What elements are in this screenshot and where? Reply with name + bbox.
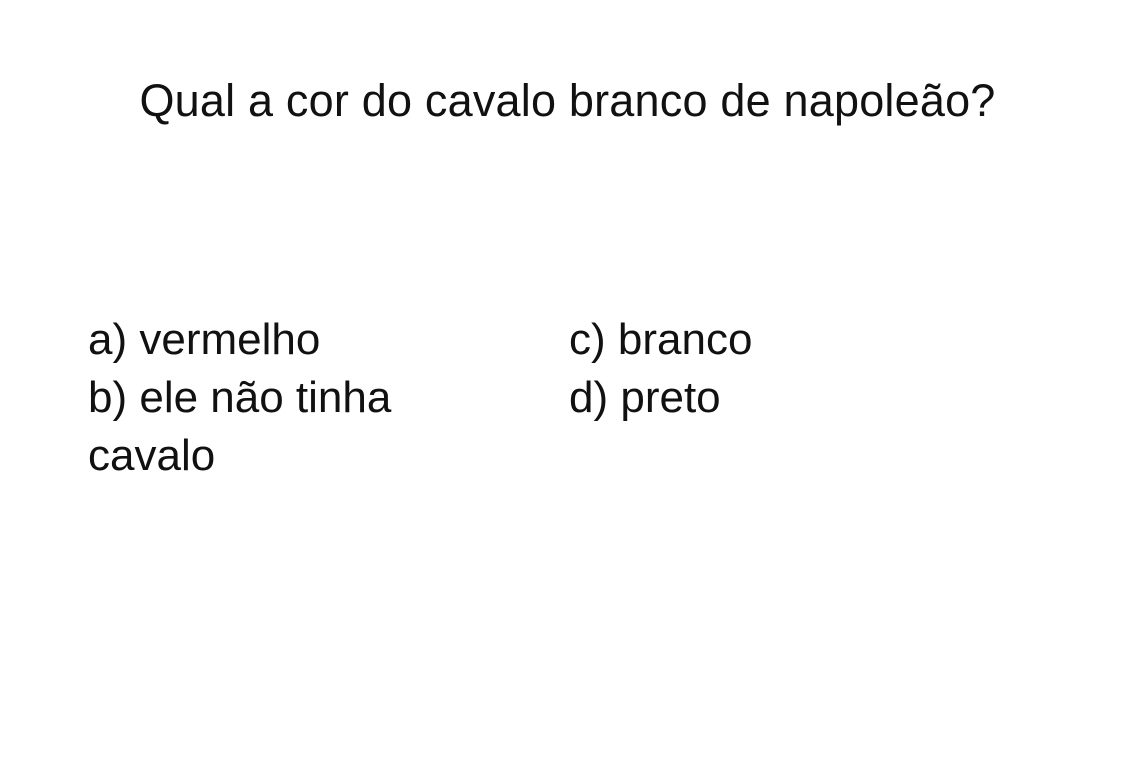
question-text: Qual a cor do cavalo branco de napoleão? bbox=[139, 75, 996, 126]
answer-options bbox=[88, 311, 1048, 511]
option-b[interactable]: b) ele não tinha cavalo bbox=[88, 373, 392, 480]
options-column-right bbox=[569, 311, 1009, 427]
option-d[interactable]: d) preto bbox=[569, 373, 721, 422]
option-c[interactable]: c) branco bbox=[569, 315, 753, 364]
options-column-left bbox=[88, 311, 528, 485]
option-a[interactable]: a) vermelho bbox=[88, 315, 321, 364]
